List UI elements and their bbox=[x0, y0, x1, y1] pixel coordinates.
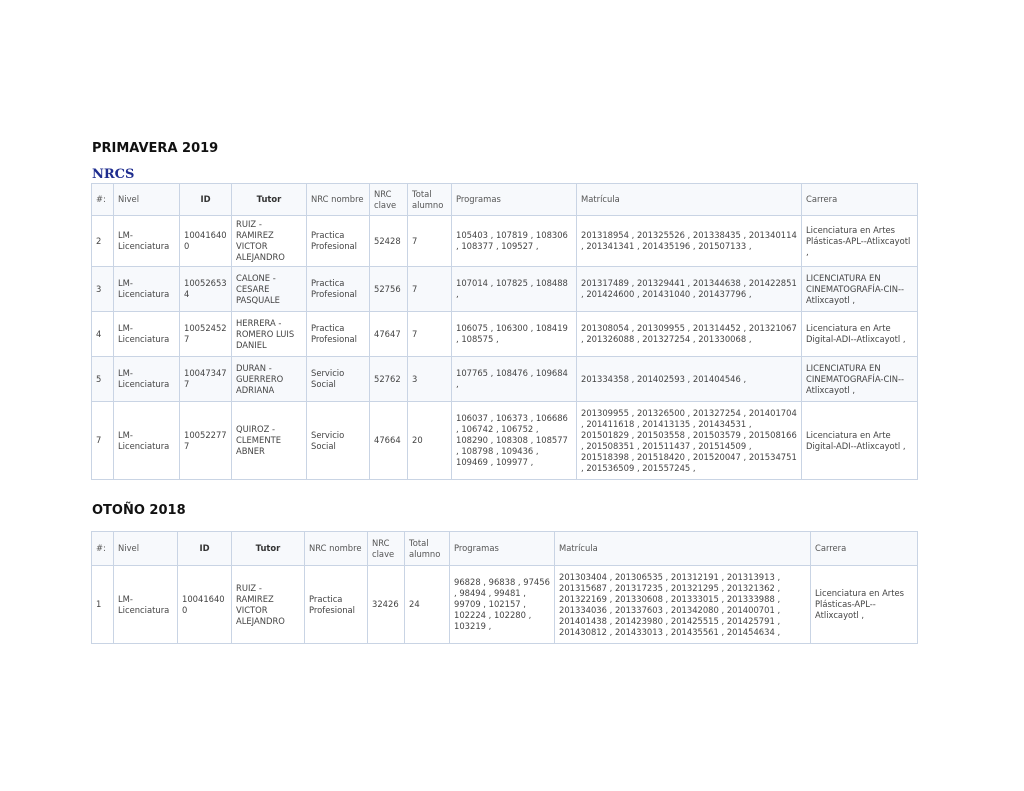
col-nrc-clave: NRC clave bbox=[370, 184, 408, 216]
cell-carrera: LICENCIATURA EN CINEMATOGRAFÍA-CIN--Atlixcayotl , bbox=[802, 267, 918, 312]
col-matricula: Matrícula bbox=[577, 184, 802, 216]
cell-carrera: Licenciatura en Arte Digital-ADI--Atlixcayotl , bbox=[802, 312, 918, 357]
table-row bbox=[92, 357, 918, 402]
otono-table bbox=[91, 531, 918, 644]
cell-nrc-clave: 52428 bbox=[370, 216, 408, 267]
cell-nivel: LM-Licenciatura bbox=[114, 216, 180, 267]
cell-nrc-nombre: Practica Profesional bbox=[307, 216, 370, 267]
cell-matricula: 201334358 , 201402593 , 201404546 , bbox=[577, 357, 802, 402]
table-row bbox=[92, 267, 918, 312]
cell-nrc-clave: 47664 bbox=[370, 402, 408, 480]
cell-nivel: LM-Licenciatura bbox=[114, 402, 180, 480]
cell-programas: 105403 , 107819 , 108306 , 108377 , 109527 , bbox=[452, 216, 577, 267]
cell-total: 7 bbox=[408, 216, 452, 267]
section-title: PRIMAVERA 2019 bbox=[92, 141, 219, 156]
cell-num: 1 bbox=[92, 566, 114, 644]
cell-nivel: LM-Licenciatura bbox=[114, 357, 180, 402]
col-tutor: Tutor bbox=[232, 184, 307, 216]
cell-total: 7 bbox=[408, 267, 452, 312]
cell-programas: 96828 , 96838 , 97456 , 98494 , 99481 , 99709 , 102157 , 102224 , 102280 , 103219 , bbox=[450, 566, 555, 644]
cell-id: 100416400 bbox=[178, 566, 232, 644]
col-total: Total alumno bbox=[405, 532, 450, 566]
cell-carrera: Licenciatura en Artes Plásticas-APL--Atlixcayotl , bbox=[811, 566, 918, 644]
cell-nrc-clave: 52756 bbox=[370, 267, 408, 312]
cell-total: 3 bbox=[408, 357, 452, 402]
cell-programas: 106075 , 106300 , 108419 , 108575 , bbox=[452, 312, 577, 357]
cell-nrc-nombre: Practica Profesional bbox=[307, 312, 370, 357]
cell-matricula: 201317489 , 201329441 , 201344638 , 201422851 , 201424600 , 201431040 , 201437796 , bbox=[577, 267, 802, 312]
cell-carrera: Licenciatura en Arte Digital-ADI--Atlixcayotl , bbox=[802, 402, 918, 480]
cell-tutor: DURAN - GUERRERO ADRIANA bbox=[232, 357, 307, 402]
cell-num: 5 bbox=[92, 357, 114, 402]
table-row bbox=[92, 566, 918, 644]
cell-nivel: LM-Licenciatura bbox=[114, 566, 178, 644]
cell-id: 100522777 bbox=[180, 402, 232, 480]
cell-programas: 107765 , 108476 , 109684 , bbox=[452, 357, 577, 402]
cell-tutor: HERRERA - ROMERO LUIS DANIEL bbox=[232, 312, 307, 357]
cell-programas: 107014 , 107825 , 108488 , bbox=[452, 267, 577, 312]
section-title: OTOÑO 2018 bbox=[92, 503, 186, 518]
col-tutor: Tutor bbox=[232, 532, 305, 566]
cell-nrc-clave: 52762 bbox=[370, 357, 408, 402]
cell-tutor: CALONE - CESARE PASQUALE bbox=[232, 267, 307, 312]
cell-nrc-nombre: Practica Profesional bbox=[305, 566, 368, 644]
col-num: #: bbox=[92, 184, 114, 216]
table-row bbox=[92, 402, 918, 480]
cell-id: 100473477 bbox=[180, 357, 232, 402]
cell-matricula: 201303404 , 201306535 , 201312191 , 201313913 , 201315687 , 201317235 , 201321295 , 201321362 , 201322169 , 201330608 , 201333015 , 201333988 , 201334036 , 201337603 , 201342080 , 201400701 , 201401438 , 201423980 , 201425515 , 201425791 , 201430812 , 201433013 , 201435561 , 201454634 , bbox=[555, 566, 811, 644]
cell-id: 100524527 bbox=[180, 312, 232, 357]
header-row bbox=[92, 184, 918, 216]
cell-total: 24 bbox=[405, 566, 450, 644]
col-nrc-clave: NRC clave bbox=[368, 532, 405, 566]
cell-nivel: LM-Licenciatura bbox=[114, 312, 180, 357]
cell-nrc-nombre: Servicio Social bbox=[307, 357, 370, 402]
table-row bbox=[92, 312, 918, 357]
cell-nrc-clave: 47647 bbox=[370, 312, 408, 357]
cell-tutor: RUIZ - RAMIREZ VICTOR ALEJANDRO bbox=[232, 216, 307, 267]
col-carrera: Carrera bbox=[802, 184, 918, 216]
cell-carrera: Licenciatura en Artes Plásticas-APL--Atlixcayotl , bbox=[802, 216, 918, 267]
cell-tutor: RUIZ - RAMIREZ VICTOR ALEJANDRO bbox=[232, 566, 305, 644]
cell-tutor: QUIROZ - CLEMENTE ABNER bbox=[232, 402, 307, 480]
cell-total: 7 bbox=[408, 312, 452, 357]
cell-num: 3 bbox=[92, 267, 114, 312]
cell-carrera: LICENCIATURA EN CINEMATOGRAFÍA-CIN--Atlixcayotl , bbox=[802, 357, 918, 402]
col-nivel: Nivel bbox=[114, 532, 178, 566]
cell-matricula: 201308054 , 201309955 , 201314452 , 201321067 , 201326088 , 201327254 , 201330068 , bbox=[577, 312, 802, 357]
cell-num: 4 bbox=[92, 312, 114, 357]
nrcs-heading: NRCS bbox=[92, 167, 135, 182]
cell-programas: 106037 , 106373 , 106686 , 106742 , 106752 , 108290 , 108308 , 108577 , 108798 , 109436 , 109469 , 109977 , bbox=[452, 402, 577, 480]
cell-num: 2 bbox=[92, 216, 114, 267]
cell-nrc-nombre: Practica Profesional bbox=[307, 267, 370, 312]
table-row bbox=[92, 216, 918, 267]
col-programas: Programas bbox=[450, 532, 555, 566]
col-matricula: Matrícula bbox=[555, 532, 811, 566]
col-id: ID bbox=[180, 184, 232, 216]
cell-matricula: 201309955 , 201326500 , 201327254 , 201401704 , 201411618 , 201413135 , 201434531 , 201501829 , 201503558 , 201503579 , 201508166 , 201508351 , 201511437 , 201514509 , 201518398 , 201518420 , 201520047 , 201534751 , 201536509 , 201557245 , bbox=[577, 402, 802, 480]
col-nrc-nombre: NRC nombre bbox=[305, 532, 368, 566]
col-nivel: Nivel bbox=[114, 184, 180, 216]
cell-matricula: 201318954 , 201325526 , 201338435 , 201340114 , 201341341 , 201435196 , 201507133 , bbox=[577, 216, 802, 267]
cell-num: 7 bbox=[92, 402, 114, 480]
cell-nrc-clave: 32426 bbox=[368, 566, 405, 644]
col-carrera: Carrera bbox=[811, 532, 918, 566]
header-row bbox=[92, 532, 918, 566]
col-num: #: bbox=[92, 532, 114, 566]
col-nrc-nombre: NRC nombre bbox=[307, 184, 370, 216]
cell-id: 100526534 bbox=[180, 267, 232, 312]
cell-nrc-nombre: Servicio Social bbox=[307, 402, 370, 480]
cell-nivel: LM-Licenciatura bbox=[114, 267, 180, 312]
col-total: Total alumno bbox=[408, 184, 452, 216]
cell-total: 20 bbox=[408, 402, 452, 480]
col-programas: Programas bbox=[452, 184, 577, 216]
nrcs-table bbox=[91, 183, 918, 480]
col-id: ID bbox=[178, 532, 232, 566]
cell-id: 100416400 bbox=[180, 216, 232, 267]
